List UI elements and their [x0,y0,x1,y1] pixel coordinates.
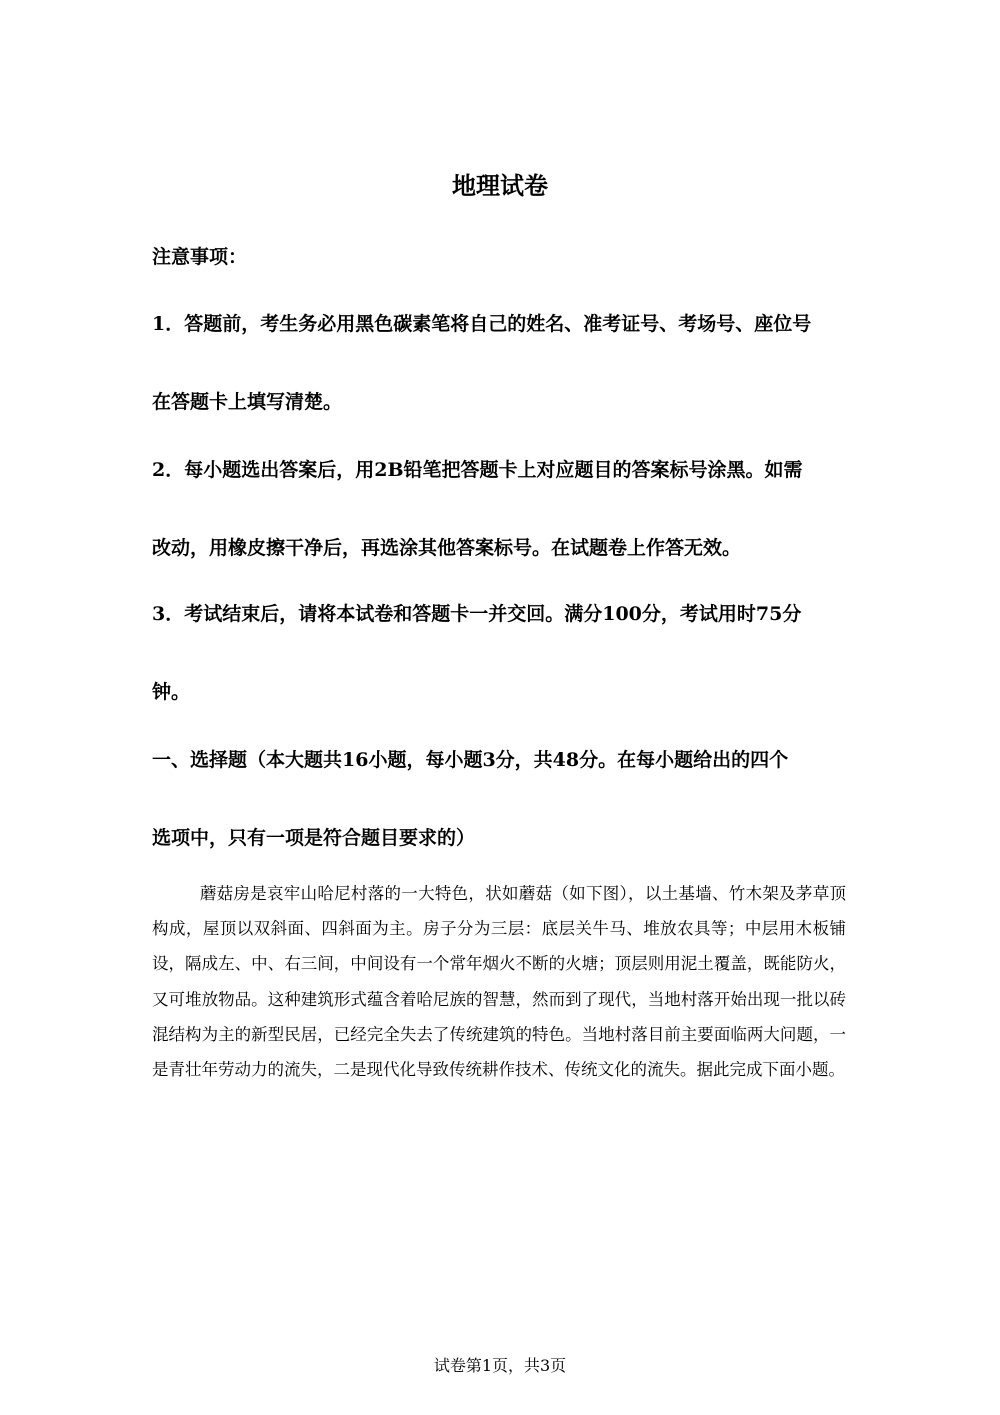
notice-item-2-line-2: 改动，用橡皮擦干净后，再选涂其他答案标号。在试题卷上作答无效。 [152,537,742,559]
notice-item-2-line-1: 2．每小题选出答案后，用2B铅笔把答题卡上对应题目的答案标号涂黑。如需 [152,459,803,481]
notice-item-1-line-2: 在答题卡上填写清楚。 [152,391,343,413]
notice-item-3-line-1: 3．考试结束后，请将本试卷和答题卡一并交回。满分100分，考试用时75分 [152,603,802,625]
section-1-heading-line-1: 一、选择题（本大题共16小题，每小题3分，共48分。在每小题给出的四个 [152,749,789,771]
page-title: 地理试卷 [452,171,548,200]
notice-item-3-line-2: 钟。 [152,681,191,703]
section-1-heading-line-2: 选项中，只有一项是符合题目要求的） [152,827,476,849]
reading-passage: 蘑菇房是哀牢山哈尼村落的一大特色，状如蘑菇（如下图），以土基墙、竹木架及茅草顶构成，屋顶以双斜面、四斜面为主。房子分为三层：底层关牛马、堆放农具等；中层用木板铺设，隔成左、中、右三间，中间设有一个常年烟火不断的火塘；顶层则用泥土覆盖，既能防火，又可堆放物品。这种建筑形式蕴含着哈尼族的智慧，然而到了现代，当地村落开始出现一批以砖混结构为主的新型民居，已经完全失去了传统建筑的特色。当地村落目前主要面临两大问题，一是青壮年劳动力的流失，二是现代化导致传统耕作技术、传统文化的流失。据此完成下面小题。 [152,884,846,1080]
notice-item-1-line-1: 1．答题前，考生务必用黑色碳素笔将自己的姓名、准考证号、考场号、座位号 [152,313,812,335]
page-footer: 试卷第1页，共3页 [433,1356,567,1375]
notice-heading: 注意事项： [152,246,248,268]
